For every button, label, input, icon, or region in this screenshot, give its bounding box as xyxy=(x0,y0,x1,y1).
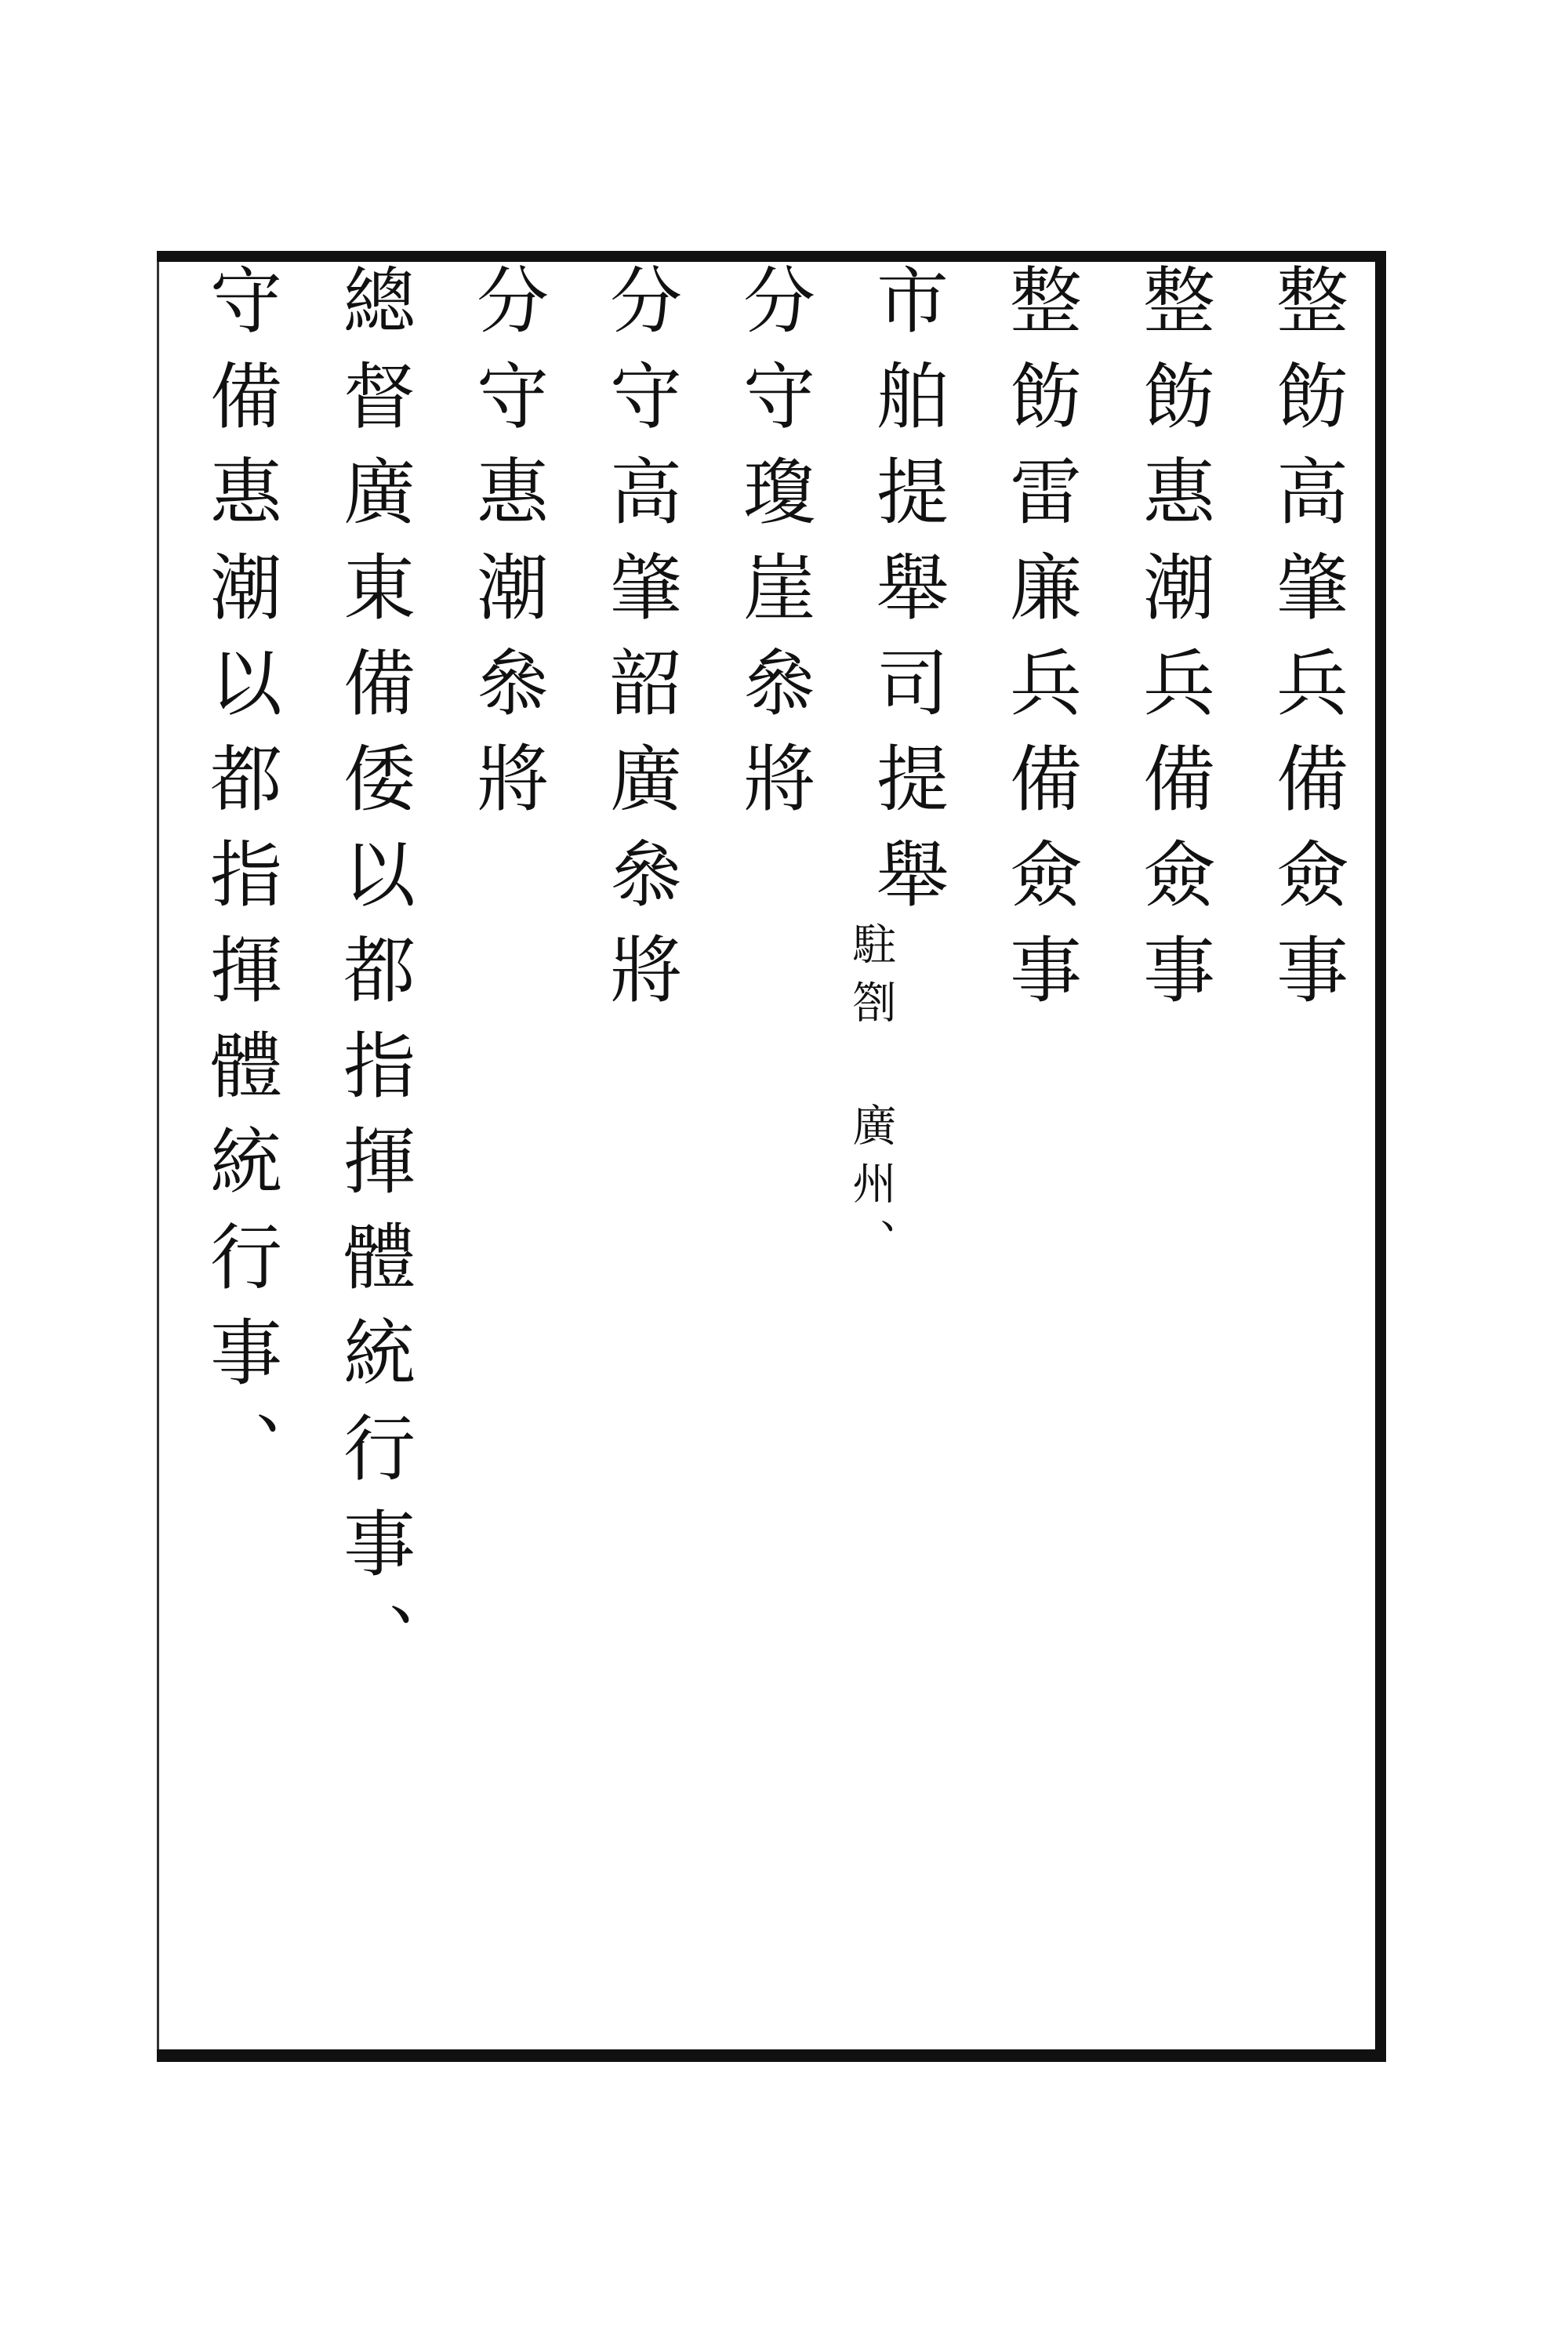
text-column-2: 整飭惠潮兵備僉事 xyxy=(1131,263,1215,1028)
annotation-note xyxy=(845,921,895,1276)
frame-top-rule xyxy=(157,251,1386,262)
text-column-9: 守備惠潮以都指揮體統行事、 xyxy=(198,263,282,1506)
annotation-line-2: 廣州、 xyxy=(845,1102,897,1276)
frame-right-rule xyxy=(1375,251,1386,2062)
text-column-7: 分守惠潮叅將 xyxy=(465,263,549,837)
text-column-3: 整飭雷廉兵備僉事 xyxy=(998,263,1082,1028)
text-column-5: 分守瓊崖叅將 xyxy=(731,263,815,837)
text-column-4: 市舶提舉司提舉 xyxy=(865,263,949,932)
text-column-6: 分守高肇韶廣叅將 xyxy=(598,263,682,1028)
text-column-8: 總督廣東備倭以都指揮體統行事、 xyxy=(332,263,416,1697)
frame-left-rule xyxy=(157,262,159,2049)
text-column-1: 整飭高肇兵備僉事 xyxy=(1265,263,1348,1028)
frame-bottom-rule xyxy=(157,2049,1386,2062)
annotation-line-1: 駐劄 xyxy=(845,921,897,1037)
